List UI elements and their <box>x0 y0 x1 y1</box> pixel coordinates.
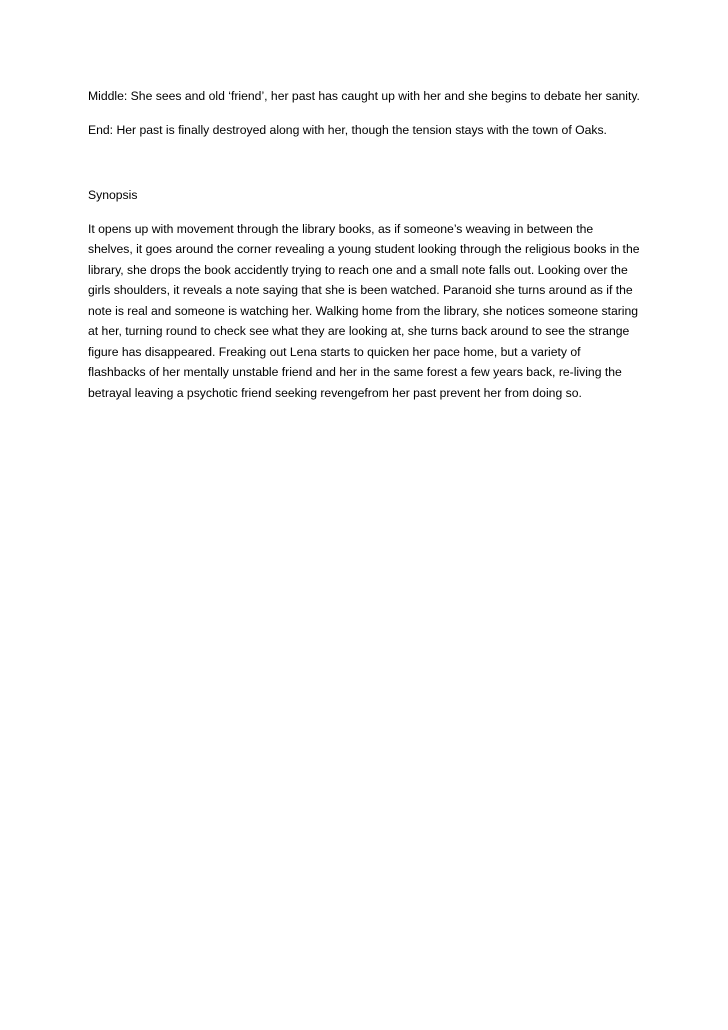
end-paragraph: End: Her past is finally destroyed along with her, though the tension stays with the town of Oaks. <box>88 122 607 137</box>
middle-paragraph: Middle: She sees and old ‘friend’, her past has caught up with her and she begins to debate her sanity. <box>88 89 640 103</box>
synopsis-heading: Synopsis <box>88 188 138 202</box>
synopsis-paragraph: It opens up with movement through the library books, as if someone’s weaving in between the shelves, it goes around the corner revealing a young student looking through the religious books in the library, she drops the book accidently trying to reach one and a small note falls out. Looking over the girls shoulders, it reveals a note saying that she is been watched. Paranoid she turns around as if the note is real and someone is watching her. Walking home from the library, she notices someone staring at her, turning round to check see what they are looking at, she turns back around to see the strange figure has disappeared. Freaking out Lena starts to quicken her pace home, but a variety of flashbacks of her mentally unstable friend and her in the same forest a few years back, re-living the betrayal leaving a psychotic friend seeking revengefrom her past prevent her from doing so. <box>88 221 640 400</box>
